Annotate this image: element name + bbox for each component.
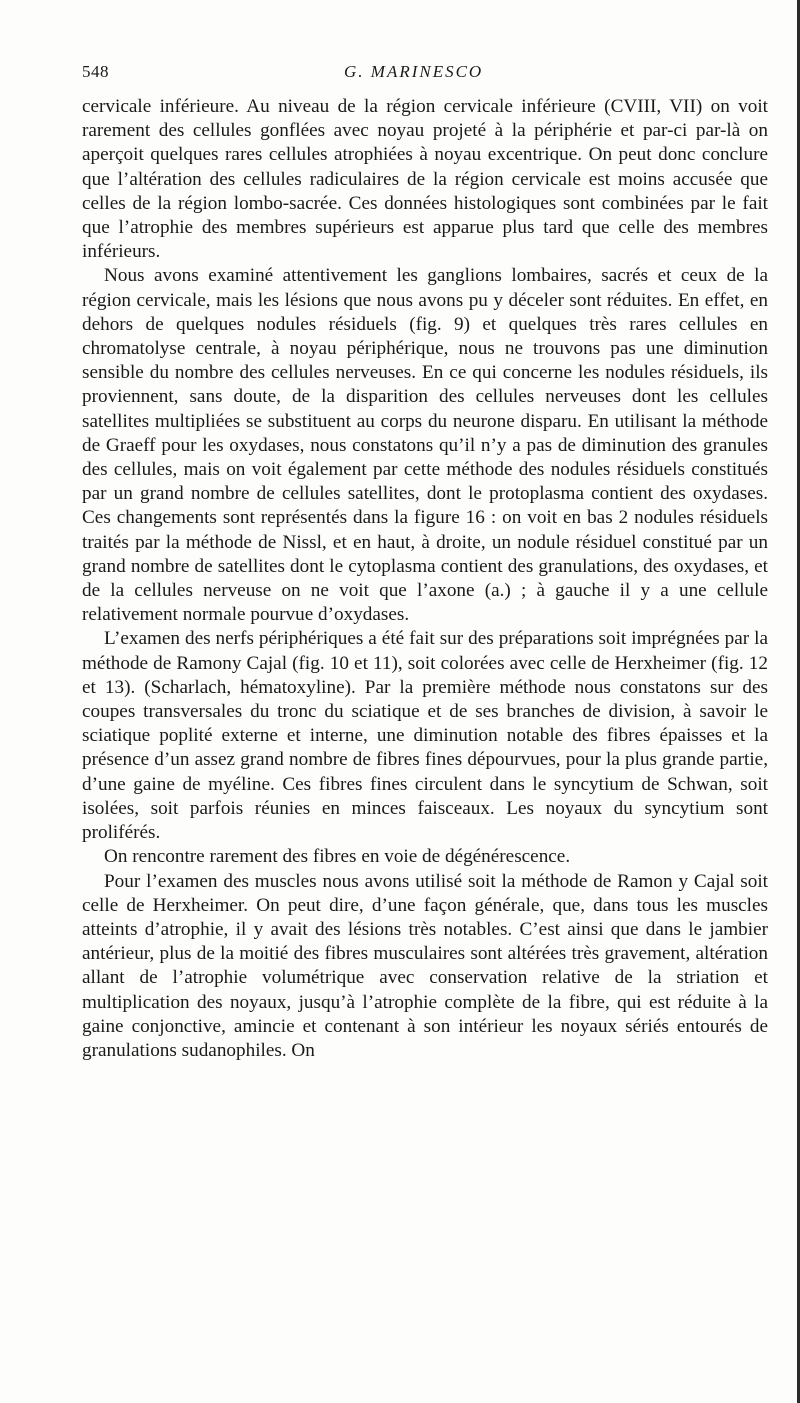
paragraph-degenerescence: On rencontre rarement des fibres en voie de dégénérescence. xyxy=(104,846,571,868)
body-text xyxy=(82,95,768,1063)
paragraph-muscles: Pour l’examen des muscles nous avons utilisé soit la méthode de Ramon y Cajal soit celle de Herxheimer. On peut dire, d’une façon générale, que, dans tous les muscles atteints d’atrophie, il y avait des lésions très notables. C’est ainsi que dans le jambier antérieur, plus de la moitié des fibres musculaires sont altérées très gravement, altération allant de l’atrophie volumétrique avec conservation relative de la striation et multiplication des noyaux, jusqu’à l’atrophie complète de la fibre, qui est réduite à la gaine conjonctive, amincie et contenant à son intérieur les noyaux sériés entourés de granulations sudanophiles. On xyxy=(82,870,768,1061)
running-head: G. MARINESCO xyxy=(344,62,484,81)
paragraph-cervical: cervicale inférieure. Au niveau de la région cervicale inférieure (CVIII, VII) on voit rarement des cellules gonflées avec noyau projeté à la périphérie et par-ci par-là on aperçoit quelques rares cellules atrophiées à noyau excentrique. On peut donc conclure que l’altération des cellules radiculaires de la région cervicale est moins accusée que celles de la région lombo-sacrée. Ces données histologiques sont combinées par le fait que l’atrophie des membres supérieurs est apparue plus tard que celle des membres inférieurs. xyxy=(82,96,768,263)
page-number: 548 xyxy=(82,62,109,81)
paragraph-ganglions: Nous avons examiné attentivement les ganglions lombaires, sacrés et ceux de la région cervicale, mais les lésions que nous avons pu y déceler sont réduites. En effet, en dehors de quelques nodules résiduels (fig. 9) et quelques très rares cellules en chromatolyse centrale, à noyau périphérique, nous ne trouvons pas une diminution sensible du nombre des cellules nerveuses. En ce qui concerne les nodules résiduels, ils proviennent, sans doute, de la disparition des cellules nerveuses dont les cellules satellites multipliées se substituent au corps du neurone disparu. En utilisant la méthode de Graeff pour les oxydases, nous constatons qu’il n’y a pas de diminution des granules des cellules, mais on voit également par cette méthode des nodules résiduels constitués par un grand nombre de cellules satellites, dont le protoplasma contient des oxydases. Ces changements sont représentés dans la figure 16 : on voit en bas 2 nodules résiduels traités par la méthode de Nissl, et en haut, à droite, un nodule résiduel constitué par un grand nombre de satellites dont le cytoplasma contient des granulations, des oxydases, et de la cellules nerveuse on ne voit que l’axone (a.) ; à gauche il y a une cellule relativement normale pourvue d’oxydases. xyxy=(82,265,768,626)
paragraph-nerfs: L’examen des nerfs périphériques a été fait sur des préparations soit imprégnées par la méthode de Ramony Cajal (fig. 10 et 11), soit colorées avec celle de Herxheimer (fig. 12 et 13). (Scharlach, hématoxyline). Par la première méthode nous constatons sur des coupes transversales du tronc du sciatique et de ses branches de division, à savoir le sciatique poplité externe et interne, une diminution notable des fibres épaisses et la présence d’un assez grand nombre de fibres fines dépourvues, pour la plus grande partie, d’une gaine de myéline. Ces fibres fines circulent dans le syncytium de Schwan, soit isolées, soit parfois réunies en minces faisceaux. Les noyaux du syncytium sont proliférés. xyxy=(82,628,768,844)
page-header xyxy=(82,62,760,88)
